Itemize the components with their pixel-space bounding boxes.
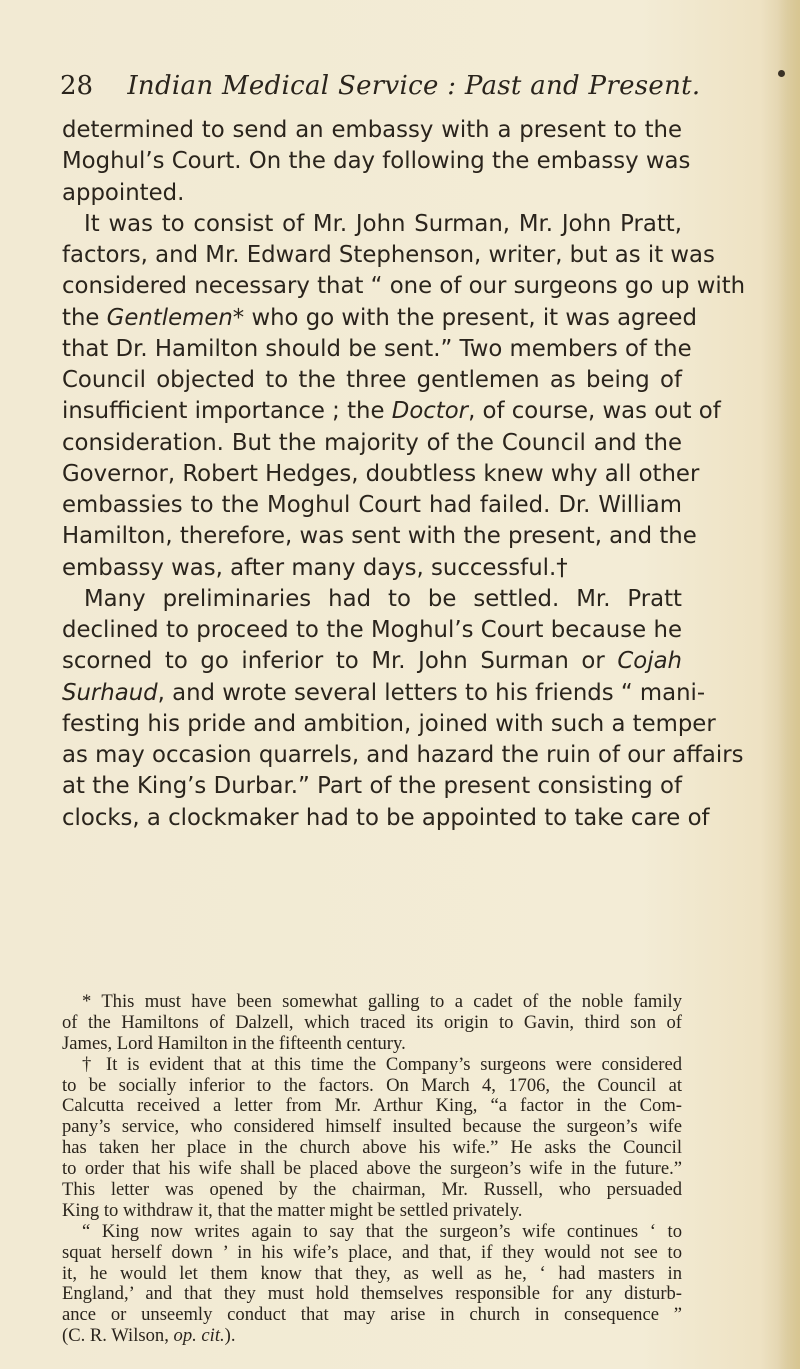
body-line-text: appointed. [62,179,185,206]
body-line-text: consideration. But the majority of the Council and the [62,429,682,456]
body-line-text: who go with the present, it was agreed [244,304,697,331]
footnote-line-text: Calcutta received a letter from Mr. Arthur King, “a factor in the Com- [62,1095,682,1117]
body-line-italic: Cojah [617,648,682,675]
body-line-text: , and wrote several letters to his friends “ mani- [157,679,706,706]
body-line-text: considered necessary that “ one of our surgeons go up with [62,273,746,300]
footnote-line-text: ance or unseemly conduct that may arise in church in consequence ” [62,1304,682,1326]
footnote-line-text: “ King now writes again to say that the surgeon’s wife continues ‘ to [82,1220,682,1242]
footnote-line [62,1096,682,1117]
body-line-text: , of course, was out of [468,398,721,425]
ink-spot [778,70,785,77]
footnote-line-italic: op. cit. [173,1325,225,1347]
body-line-text: It was to consist of Mr. John Surman, Mr. John Pratt, [84,210,682,237]
body-line [62,240,715,271]
footnote-line [62,1222,682,1243]
footnotes [62,992,682,1347]
body-text [62,115,746,834]
body-line-text: insufficient importance ; the [62,398,392,425]
body-line-text: embassy was, after many days, successful.† [62,554,568,581]
body-line-text: declined to proceed to the Moghul’s Court because he [62,617,682,643]
body-line-text: Governor, Robert Hedges, doubtless knew why all other [62,460,700,487]
body-line-italic: Doctor [391,398,469,425]
footnote-line-text: England,’ and that they must hold themselves responsible for any disturb- [62,1283,682,1305]
footnote-line-text: of the Hamiltons of Dalzell, which traced its origin to Gavin, third son of [62,1011,682,1033]
body-line [62,146,691,177]
footnote-line-text: to be socially inferior to the factors. On March 4, 1706, the Council at [62,1074,682,1096]
body-line [62,521,697,552]
page-number: 28 [60,71,94,101]
footnote-line [62,1326,682,1347]
body-line-italic: Gentlemen* [106,304,245,331]
body-line [62,459,700,490]
footnote-line-text: it, he would let them know that they, as well as he, ‘ had masters in [62,1262,682,1284]
body-line-text: scorned to go inferior to Mr. John Surman or [62,648,618,675]
body-line [62,490,682,521]
page-edge-shadow [778,0,800,1369]
body-line-text: Hamilton, therefore, was sent with the present, and the [62,523,697,550]
body-line [62,803,710,834]
body-line-text: the [62,304,107,331]
footnote-line [62,1243,682,1264]
body-line-text: that Dr. Hamilton should be sent.” Two members of the [62,335,692,362]
footnote-line-text: This letter was opened by the chairman, Mr. Russell, who persuaded [62,1179,682,1201]
body-line [62,678,706,709]
running-title: Indian Medical Service : Past and Present. [127,71,701,101]
body-line [62,178,682,209]
footnote-line-text: pany’s service, who considered himself insulted because the surgeon’s wife [62,1116,682,1138]
body-line-text: Many preliminaries had to be settled. Mr. Pratt [84,585,682,612]
body-line-text: as may occasion quarrels, and hazard the ruin of our affairs [62,742,744,768]
footnote-line-text: James, Lord Hamilton in the fifteenth century. [62,1032,406,1054]
body-line [62,115,682,146]
body-line-text: at the King’s Durbar.” Part of the present consisting of [62,773,682,800]
body-line [62,209,682,240]
footnote-line [62,1117,682,1138]
footnote-line [62,1076,682,1097]
footnote-line [62,1055,682,1076]
footnote-line [62,1264,682,1285]
footnote-line-text: King to withdraw it, that the matter might be settled privately. [62,1199,523,1221]
footnote-line-text: ). [224,1325,236,1347]
body-line-text: Moghul’s Court. On the day following the embassy was [62,148,691,175]
footnote-line [62,1180,682,1201]
body-line-italic: Surhaud [62,679,158,706]
body-line [62,365,682,396]
body-line [62,646,682,677]
body-line [62,271,746,302]
footnote-line-text: to order that his wife shall be placed above the surgeon’s wife in the future.” [62,1158,682,1180]
body-line [62,303,697,334]
footnote-line-text: (C. R. Wilson, [62,1325,174,1347]
body-line [62,553,682,584]
body-line [62,428,682,459]
footnote-line [62,1284,682,1305]
body-line-text: factors, and Mr. Edward Stephenson, writer, but as it was [62,242,715,268]
body-line-text: festing his pride and ambition, joined with such a temper [62,710,716,737]
footnote-line-text: has taken her place in the church above his wife.” He asks the Council [62,1137,682,1159]
footnote-line [62,1138,682,1159]
body-line [62,771,682,802]
body-line [62,615,682,646]
footnote-line-text: * This must have been somewhat galling to a cadet of the noble family [82,991,682,1012]
body-line-text: Council objected to the three gentlemen as being of [62,367,682,393]
body-line [62,709,716,740]
footnote-line [62,1034,682,1055]
body-line [62,396,721,427]
body-line-text: clocks, a clockmaker had to be appointed to take care of [62,804,710,831]
footnote-line [62,1013,682,1034]
body-line-text: determined to send an embassy with a present to the [62,117,682,143]
footnote-line-text: squat herself down ’ in his wife’s place, and that, if they would not see to [62,1241,682,1263]
footnote-line [62,1305,682,1326]
body-line-text: embassies to the Moghul Court had failed. Dr. William [62,492,682,518]
body-line [62,584,682,615]
footnote-line [62,992,682,1013]
body-line [62,334,692,365]
page-header [60,66,760,106]
footnote-line-text: † It is evident that at this time the Company’s surgeons were considered [82,1053,682,1075]
footnote-line [62,1159,682,1180]
footnote-line [62,1201,682,1222]
body-line [62,740,744,771]
